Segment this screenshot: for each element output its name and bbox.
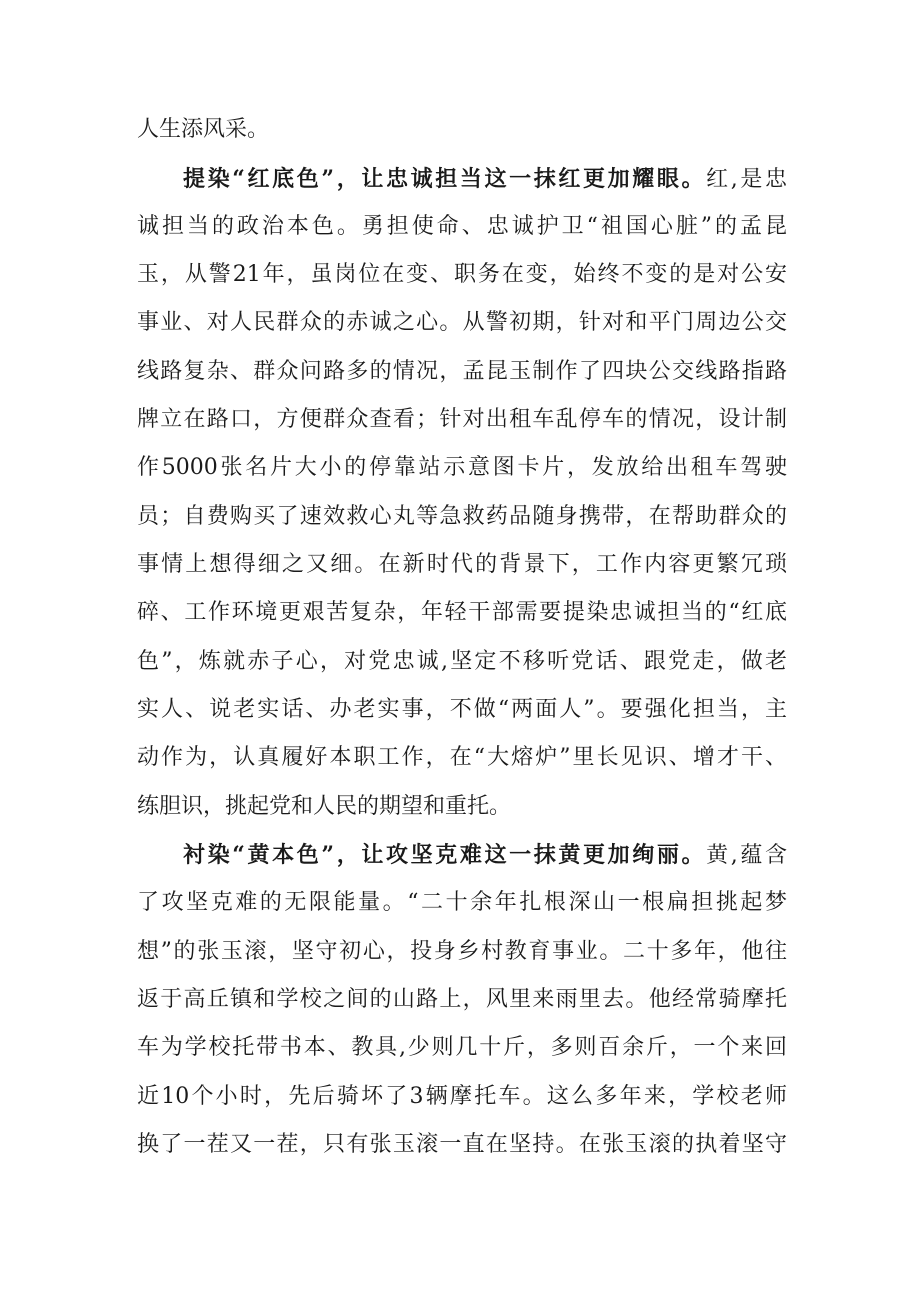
text-line: 玉，从警21年，虽岗位在变、职务在变，始终不变的是对公安 <box>137 262 787 287</box>
text-line: 返于高丘镇和学校之间的山路上，风里来雨里去。他经常骑摩托 <box>137 987 787 1012</box>
paragraph-heading: 提染“红底色”，让忠诚担当这一抹红更加耀眼。 <box>183 166 707 192</box>
text-line: 诚担当的政治本色。勇担使命、忠诚护卫“祖国心脏”的孟昆 <box>137 214 787 239</box>
text-line: 了攻坚克难的无限能量。“二十余年扎根深山一根扁担挑起梦 <box>137 890 787 915</box>
text-line: 员；自费购买了速效救心丸等急救药品随身携带，在帮助群众的 <box>137 504 787 529</box>
paragraph-heading-line <box>183 840 787 871</box>
paragraph-heading-line <box>183 164 787 195</box>
paragraph-text: 黄,蕴含 <box>706 843 787 868</box>
text-line: 作5000张名片大小的停靠站示意图卡片，发放给出租车驾驶 <box>137 455 787 480</box>
text-line: 碎、工作环境更艰苦复杂，年轻干部需要提染忠诚担当的“红底 <box>137 600 787 625</box>
text-line: 人生添风采。 <box>137 117 270 142</box>
text-line: 线路复杂、群众问路多的情况，孟昆玉制作了四块公交线路指路 <box>137 359 787 384</box>
paragraph-heading: 衬染“黄本色”，让攻坚克难这一抹黄更加绚丽。 <box>183 842 707 868</box>
text-line: 换了一茬又一茬，只有张玉滚一直在坚持。在张玉滚的执着坚守 <box>137 1132 787 1157</box>
text-line: 想”的张玉滚，坚守初心，投身乡村教育事业。二十多年，他往 <box>137 939 787 964</box>
text-line: 近10个小时，先后骑坏了3辆摩托车。这么多年来，学校老师 <box>137 1084 787 1109</box>
text-line: 事业、对人民群众的赤诚之心。从警初期，针对和平门周边公交 <box>137 310 787 335</box>
text-line: 练胆识，挑起党和人民的期望和重托。 <box>137 794 512 819</box>
text-line: 色”，炼就赤子心，对党忠诚,坚定不移听党话、跟党走，做老 <box>137 649 787 674</box>
text-line: 车为学校托带书本、教具,少则几十斤，多则百余斤，一个来回 <box>137 1035 787 1060</box>
paragraph-text: 红,是忠 <box>706 167 787 192</box>
text-line: 实人、说老实话、办老实事，不做“两面人”。要强化担当，主 <box>137 697 787 722</box>
text-line: 牌立在路口，方便群众查看；针对出租车乱停车的情况，设计制 <box>137 407 787 432</box>
text-line: 动作为，认真履好本职工作，在“大熔炉”里长见识、增才干、 <box>137 745 787 770</box>
text-line: 事情上想得细之又细。在新时代的背景下，工作内容更繁冗琐 <box>137 552 787 577</box>
